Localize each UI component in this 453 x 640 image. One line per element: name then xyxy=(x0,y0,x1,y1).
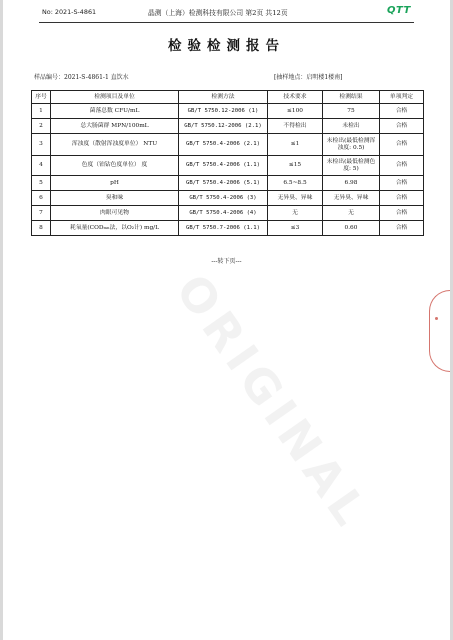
table-header-row xyxy=(32,91,424,104)
continued-note: ---转下页--- xyxy=(211,258,242,265)
cell-item: 总大肠菌群 MPN/100mL xyxy=(51,119,179,134)
cell-no: 2 xyxy=(32,119,51,134)
page-header xyxy=(3,5,450,21)
cell-method: GB/T 5750.7-2006 (1.1) xyxy=(179,221,268,236)
cell-item: 臭和味 xyxy=(51,191,179,206)
table-row xyxy=(32,191,424,206)
col-header-result: 检测结果 xyxy=(323,91,380,104)
cell-result: 6.98 xyxy=(323,176,380,191)
cell-item: 色度（铂钴色度单位） 度 xyxy=(51,156,179,176)
cell-requirement: ≤3 xyxy=(268,221,323,236)
cell-verdict: 合格 xyxy=(380,134,424,156)
cell-item: 浑浊度（散射浑浊度单位） NTU xyxy=(51,134,179,156)
table-row xyxy=(32,104,424,119)
col-header-requirement: 技术要求 xyxy=(268,91,323,104)
cell-method: GB/T 5750.4-2006 (2.1) xyxy=(179,134,268,156)
stamp-dot xyxy=(435,317,438,320)
report-page xyxy=(3,0,450,640)
watermark-text: ORIGINAL xyxy=(165,264,381,540)
table-row xyxy=(32,221,424,236)
company-and-page: 晶测（上海）检测科技有限公司 第2页 共12页 xyxy=(148,9,288,17)
cell-item: 菌落总数 CFU/mL xyxy=(51,104,179,119)
report-number: No: 2021-S-4861 xyxy=(42,8,97,16)
table-row xyxy=(32,134,424,156)
cell-no: 4 xyxy=(32,156,51,176)
col-header-no: 序号 xyxy=(32,91,51,104)
sampling-site: [抽样地点：启明楼1楼南] xyxy=(274,74,343,81)
table-row xyxy=(32,176,424,191)
cell-verdict: 合格 xyxy=(380,221,424,236)
cell-result: 无异臭、异味 xyxy=(323,191,380,206)
cell-verdict: 合格 xyxy=(380,206,424,221)
report-title: 检验检测报告 xyxy=(168,38,285,54)
cell-result: 0.60 xyxy=(323,221,380,236)
cell-method: GB/T 5750.4-2006 (5.1) xyxy=(179,176,268,191)
cell-result: 75 xyxy=(323,104,380,119)
cell-method: GB/T 5750.4-2006 (3) xyxy=(179,191,268,206)
cell-verdict: 合格 xyxy=(380,191,424,206)
cell-verdict: 合格 xyxy=(380,156,424,176)
cell-method: GB/T 5750.4-2006 (1.1) xyxy=(179,156,268,176)
cell-verdict: 合格 xyxy=(380,119,424,134)
cell-requirement: 不得检出 xyxy=(268,119,323,134)
cell-no: 5 xyxy=(32,176,51,191)
cell-result: 未检出 xyxy=(323,119,380,134)
cell-item: 肉眼可见物 xyxy=(51,206,179,221)
results-table xyxy=(31,90,424,236)
cell-verdict: 合格 xyxy=(380,104,424,119)
col-header-method: 检测方法 xyxy=(179,91,268,104)
cell-result: 未检出(最低检测浑浊度: 0.5) xyxy=(323,134,380,156)
table-row xyxy=(32,206,424,221)
table-row xyxy=(32,119,424,134)
cell-requirement: ≤15 xyxy=(268,156,323,176)
cell-no: 7 xyxy=(32,206,51,221)
col-header-item: 检测项目及单位 xyxy=(51,91,179,104)
table-row xyxy=(32,156,424,176)
cell-method: GB/T 5750.12-2006 (1) xyxy=(179,104,268,119)
cell-method: GB/T 5750.4-2006 (4) xyxy=(179,206,268,221)
cell-method: GB/T 5750.12-2006 (2.1) xyxy=(179,119,268,134)
cell-requirement: 无异臭、异味 xyxy=(268,191,323,206)
cell-result: 未检出(最低检测色度: 5) xyxy=(323,156,380,176)
cell-no: 1 xyxy=(32,104,51,119)
sample-number: 样品编号：2021-S-4861-1 直饮水 xyxy=(34,74,129,81)
cell-no: 8 xyxy=(32,221,51,236)
cell-item: pH xyxy=(51,176,179,191)
logo-text: QTT xyxy=(387,5,411,16)
cell-no: 6 xyxy=(32,191,51,206)
header-divider xyxy=(39,22,414,23)
cell-result: 无 xyxy=(323,206,380,221)
company-logo xyxy=(384,5,414,18)
cell-requirement: ≤1 xyxy=(268,134,323,156)
col-header-verdict: 单项判定 xyxy=(380,91,424,104)
seal-stamp xyxy=(429,290,450,372)
cell-requirement: ≤100 xyxy=(268,104,323,119)
cell-verdict: 合格 xyxy=(380,176,424,191)
cell-requirement: 无 xyxy=(268,206,323,221)
cell-item: 耗氧量(CODₘₙ法，以O₂计) mg/L xyxy=(51,221,179,236)
cell-requirement: 6.5~8.5 xyxy=(268,176,323,191)
cell-no: 3 xyxy=(32,134,51,156)
